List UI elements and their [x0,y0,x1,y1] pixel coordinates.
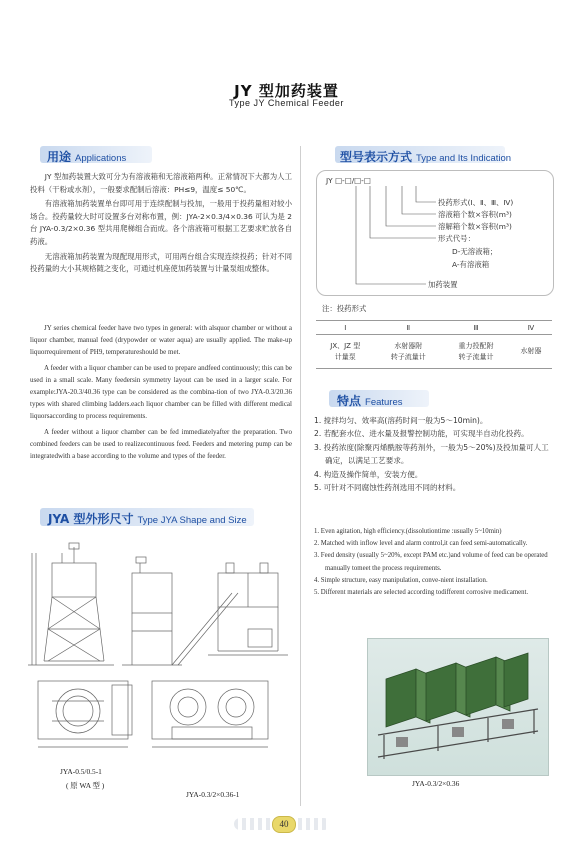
designation-label-solution-tanks: 溶液箱个数×容积(m³) [438,210,512,219]
feature-cn-item: 5. 可针对不同腐蚀性药剂选用不同的材料。 [314,483,461,493]
page-title: JY 型加药装置 [234,82,339,100]
designation-leader-lines [316,170,552,294]
features-heading-en: Features [365,397,403,408]
features-heading-cn: 特点 [337,394,362,408]
dosing-form-cell: JX、JZ 型 计量泵 [330,341,361,361]
page-subtitle: Type JY Chemical Feeder [229,98,344,108]
feature-en-item: 5. Different materials are selected according todifferent corrosive medicament. [314,589,529,597]
column-divider [300,146,301,806]
designation-label-form-d: D-无溶液箱； [452,247,498,256]
dosing-form-header: Ⅲ [473,323,479,332]
feature-cn-item: 3. 投药浓度(除聚丙烯酰胺等药剂外，一般为5～20%)及投加量可人工确定，以满足工艺要求。 [314,442,549,466]
drawing-left-elevation [28,543,114,665]
shape-size-heading-cn: JYA 型外形尺寸 [48,512,134,526]
dosing-form-header-row [316,321,552,335]
feature-cn-item: 2. 若配套水位、进水量及报警控制功能，可实现半自动化投药。 [314,429,529,439]
applications-heading-cn: 用途 [47,150,72,164]
dosing-form-note: 注：投药形式 [322,304,367,313]
shape-size-heading-en: Type JYA Shape and Size [137,515,247,526]
drawing-left-plan [38,681,132,747]
product-photo [367,638,549,776]
page-number: 40 [272,816,296,833]
applications-heading [47,148,126,165]
product-photo-illustration [368,639,548,775]
dosing-form-cell: 水射器 [520,347,542,355]
drawing-caption-left-note: ( 原 WA 型 ) [66,781,105,790]
applications-cn-paragraph: 无溶液箱加药装置为现配现用形式，可用两台组合实现连续投药；针对不同投药量的大小其规格随之变化，可通过机座使加药装置与计量泵组成整体。 [30,251,292,274]
features-en-list [314,526,552,599]
drawing-right-plan [152,681,268,747]
features-heading [337,392,403,409]
designation-code-prefix: JY [326,176,333,185]
feature-en-item: 2. Matched with inflow level and alarm control,it can feed semi-automatically. [314,540,528,548]
designation-heading [340,148,511,165]
applications-cn-paragraph: JY 型加药装置大致可分为有溶液箱和无溶液箱两种。正常情况下大都为人工投料（干粉或水剂），一般要求配制后溶液：PH≤9，温度≤ 50℃。 [30,172,292,194]
feature-cn-item: 4. 构造及操作简单，安装方便。 [314,469,423,479]
jya-drawings [22,533,294,765]
designation-heading-en: Type and Its Indication [416,153,512,164]
photo-caption: JYA-0.3/2×0.36 [412,779,460,788]
applications-en-paragraph: A feeder with a liquor chamber can be used to prepare andfeed continuously; this can be used in a small scale. Many feedersin symmetry layout can be used in a larger scale. For example:JYA-20.3/40.36 type can be considered as the combina-tion of two JYA-0.3/20.36 types with shared climbing ladders.each liquor chamber can be filled with different medical liquorsaccording to process requirements. [30,364,292,420]
drawing-caption-left: JYA-0.5/0.5-1 [60,767,102,776]
drawing-caption-right: JYA-0.3/2×0.36-1 [186,790,240,799]
dosing-form-header: Ⅳ [527,323,535,332]
applications-cn-paragraph: 有溶液箱加药装置单台即可用于连续配制与投加，一般用于投药量相对较小场合。投药量较大时可设置多台对称布置，例：JYA-2×0.3/4×0.36 可认为是 2 台 JYA-0.3/2×0.36 型共用爬梯组合而成。各个溶液箱可根据工艺要求贮放各自药液。 [30,199,292,246]
drawing-right-elevation [208,563,288,655]
dosing-form-cell: 重力投配附 转子流量计 [458,341,494,361]
features-cn-list [314,414,552,494]
designation-heading-cn: 型号表示方式 [340,150,413,164]
designation-label-device: 加药装置 [428,280,458,289]
designation-code-boxes: □-□/□-□ [335,176,371,185]
feature-en-item: 4. Simple structure, easy manipulation, conve-nient installation. [314,576,488,584]
applications-en-text [30,322,292,462]
applications-cn-text [30,171,292,276]
dosing-form-table [316,320,552,369]
feature-en-item: 3. Feed density (usually 5~20%, except PAM etc.)and volume of feed can be operated manually tomeet the process requirements. [314,552,548,572]
applications-en-paragraph: JY series chemical feeder have two types in general: with alsquor chamber or without a liquor chamber, manual feed (drypowder or water aqua) are usually applied. The make-up liquorrequirement of PH9, temperatureshould be met. [30,324,292,356]
dosing-form-header: Ⅰ [344,323,347,332]
designation-label-form-a: A-有溶液箱 [452,260,490,269]
dosing-form-cell: 水射器附 转子流量计 [390,341,426,361]
feature-en-item: 1. Even agitation, high efficiency.(dissolutiontime :usually 5~10min) [314,528,502,535]
designation-label-form-code: 形式代号： [438,234,475,243]
shape-size-heading [48,510,247,527]
dosing-form-row [316,335,552,369]
designation-label-dosing-form: 投药形式(Ⅰ、Ⅱ、Ⅲ、Ⅳ) [438,198,514,207]
feature-cn-item: 1. 搅拌均匀、效率高(溶药时间一般为5～10min)。 [314,416,488,425]
designation-label-dissolving-tanks: 溶解箱个数×容积(m³) [438,222,512,231]
applications-heading-en: Applications [75,153,127,164]
applications-en-paragraph: A feeder without a liquor chamber can be fed immediatelyafter the preparation. Two combined feeders can be used to realizecontinuous feed. Feeders and metering pump can be integratedwith a base according to the volume and types of the feeder. [30,428,292,460]
dosing-form-header: Ⅱ [406,323,411,332]
